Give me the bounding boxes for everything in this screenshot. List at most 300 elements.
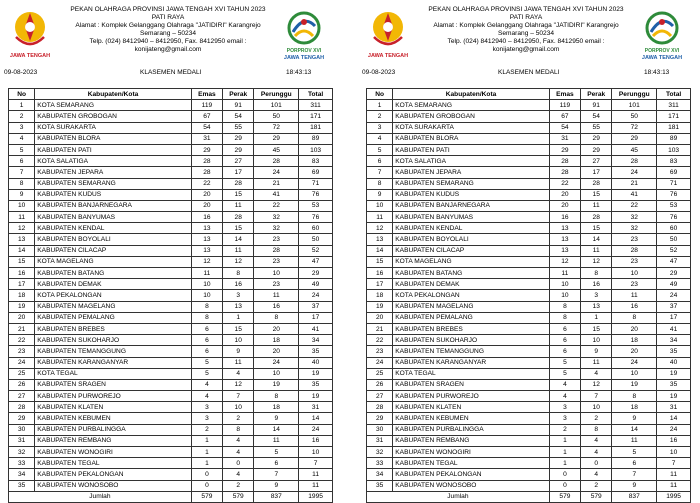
table-row: [9, 144, 333, 155]
address-city: Semarang – 50234: [497, 30, 555, 37]
table-cell: 9: [612, 480, 657, 491]
table-cell: 33: [9, 458, 35, 469]
column-header: Perunggu: [254, 89, 299, 100]
table-cell: 13: [549, 234, 580, 245]
table-cell: 67: [549, 111, 580, 122]
header-text: [416, 6, 636, 54]
table-cell: 8: [223, 268, 254, 279]
table-cell: 16: [367, 268, 393, 279]
table-cell: 12: [223, 379, 254, 390]
table-cell: 29: [223, 133, 254, 144]
table-row: [367, 402, 691, 413]
table-cell: 8: [581, 268, 612, 279]
table-cell: KABUPATEN KUDUS: [35, 189, 192, 200]
table-row: [367, 245, 691, 256]
table-cell: 28: [9, 402, 35, 413]
table-cell: 9: [581, 346, 612, 357]
table-cell: 76: [299, 189, 333, 200]
table-cell: 2: [549, 424, 580, 435]
table-cell: 15: [9, 256, 35, 267]
table-row: [367, 357, 691, 368]
table-cell: 19: [299, 391, 333, 402]
table-cell: 12: [549, 256, 580, 267]
table-cell: 30: [367, 424, 393, 435]
table-cell: KABUPATEN TEGAL: [393, 458, 550, 469]
table-cell: KABUPATEN BOYOLALI: [393, 234, 550, 245]
table-cell: 4: [367, 133, 393, 144]
table-cell: 10: [549, 279, 580, 290]
medal-sheet-left: [0, 0, 350, 501]
table-cell: 32: [612, 212, 657, 223]
table-cell: 11: [299, 480, 333, 491]
table-row: [9, 111, 333, 122]
table-cell: 10: [581, 335, 612, 346]
table-cell: 16: [612, 301, 657, 312]
table-row: [367, 323, 691, 334]
table-cell: 28: [581, 178, 612, 189]
table-cell: KABUPATEN PURBALINGGA: [35, 424, 192, 435]
event-region: PATI RAYA: [509, 14, 543, 21]
table-cell: 23: [612, 234, 657, 245]
table-row: [367, 178, 691, 189]
table-cell: 8: [191, 312, 222, 323]
table-cell: KABUPATEN PURBALINGGA: [393, 424, 550, 435]
report-date: 09-08-2023: [4, 69, 38, 76]
table-row: [367, 167, 691, 178]
medal-table: [8, 88, 333, 503]
table-cell: 8: [549, 301, 580, 312]
table-cell: KABUPATEN REMBANG: [35, 435, 192, 446]
table-cell: KABUPATEN TEMANGGUNG: [35, 346, 192, 357]
total-cell: 1995: [299, 491, 333, 502]
table-row: [367, 122, 691, 133]
total-label: Jumlah: [9, 491, 192, 502]
table-cell: 4: [223, 368, 254, 379]
table-cell: 11: [299, 469, 333, 480]
table-cell: 2: [581, 480, 612, 491]
table-cell: 14: [657, 413, 691, 424]
table-cell: 11: [191, 268, 222, 279]
table-cell: 54: [549, 122, 580, 133]
table-cell: 6: [367, 156, 393, 167]
table-cell: 4: [549, 391, 580, 402]
table-cell: 19: [657, 368, 691, 379]
table-cell: KABUPATEN WONOSOBO: [35, 480, 192, 491]
table-cell: 15: [581, 189, 612, 200]
table-cell: KABUPATEN PURWOREJO: [393, 391, 550, 402]
table-cell: 27: [581, 156, 612, 167]
table-cell: 3: [191, 413, 222, 424]
table-cell: 0: [223, 458, 254, 469]
event-title: PEKAN OLAHRAGA PROVINSI JAWA TENGAH XVI TAHUN 2023: [428, 6, 624, 13]
column-header: Perak: [581, 89, 612, 100]
table-cell: 29: [612, 133, 657, 144]
table-cell: 1: [549, 447, 580, 458]
table-cell: 5: [9, 144, 35, 155]
table-cell: 18: [612, 402, 657, 413]
table-cell: 3: [549, 413, 580, 424]
table-cell: KOTA PEKALONGAN: [35, 290, 192, 301]
table-cell: KABUPATEN WONOGIRI: [35, 447, 192, 458]
total-cell: 1995: [657, 491, 691, 502]
table-cell: 45: [612, 144, 657, 155]
table-cell: 1: [191, 458, 222, 469]
table-cell: 28: [612, 245, 657, 256]
table-cell: 15: [367, 256, 393, 267]
table-cell: 10: [549, 290, 580, 301]
table-cell: 16: [299, 435, 333, 446]
table-cell: 17: [657, 312, 691, 323]
table-cell: 53: [299, 200, 333, 211]
table-cell: 13: [549, 245, 580, 256]
svg-text:JAWA TENGAH: JAWA TENGAH: [641, 55, 683, 61]
document-header: [358, 0, 700, 68]
table-cell: 14: [254, 424, 299, 435]
table-cell: 28: [191, 167, 222, 178]
table-row: [367, 435, 691, 446]
table-row: [9, 368, 333, 379]
table-row: [9, 290, 333, 301]
table-cell: KABUPATEN BATANG: [393, 268, 550, 279]
address-line: Alamat : Komplek Gelanggang Olahraga "JATIDIRI" Karangrejo: [75, 22, 261, 29]
table-cell: 23: [367, 346, 393, 357]
table-cell: 4: [581, 469, 612, 480]
table-row: [9, 480, 333, 491]
report-meta: [0, 69, 350, 77]
table-cell: 20: [254, 323, 299, 334]
table-row: [9, 435, 333, 446]
porprov-logo: [277, 8, 331, 66]
table-cell: 9: [254, 480, 299, 491]
table-cell: 32: [367, 447, 393, 458]
table-cell: KABUPATEN KENDAL: [35, 223, 192, 234]
table-row: [9, 200, 333, 211]
table-cell: 23: [612, 279, 657, 290]
table-cell: 11: [612, 290, 657, 301]
table-header-row: [9, 89, 333, 100]
table-cell: 12: [581, 379, 612, 390]
column-header: Kabupaten/Kota: [393, 89, 550, 100]
table-cell: 10: [657, 447, 691, 458]
total-cell: 837: [254, 491, 299, 502]
table-cell: 13: [191, 245, 222, 256]
table-cell: 19: [254, 379, 299, 390]
table-row: [367, 234, 691, 245]
table-cell: 12: [191, 256, 222, 267]
table-cell: 10: [191, 279, 222, 290]
table-cell: KABUPATEN JEPARA: [393, 167, 550, 178]
table-cell: 29: [549, 144, 580, 155]
table-row: [367, 133, 691, 144]
table-cell: 17: [581, 167, 612, 178]
table-cell: 54: [191, 122, 222, 133]
table-cell: 6: [549, 346, 580, 357]
table-cell: 22: [9, 335, 35, 346]
table-cell: 89: [657, 133, 691, 144]
table-row: [367, 256, 691, 267]
table-cell: 1: [191, 447, 222, 458]
table-cell: 34: [9, 469, 35, 480]
table-cell: 5: [254, 447, 299, 458]
total-cell: 837: [612, 491, 657, 502]
table-cell: 20: [549, 200, 580, 211]
table-cell: 15: [223, 323, 254, 334]
table-cell: 101: [612, 100, 657, 111]
table-cell: 15: [581, 223, 612, 234]
table-cell: 28: [549, 156, 580, 167]
table-cell: 4: [581, 435, 612, 446]
table-cell: 21: [367, 323, 393, 334]
table-cell: KOTA TEGAL: [35, 368, 192, 379]
table-cell: 32: [254, 223, 299, 234]
table-cell: 10: [9, 200, 35, 211]
table-cell: 24: [612, 357, 657, 368]
table-cell: 8: [191, 301, 222, 312]
table-cell: 71: [299, 178, 333, 189]
table-cell: 17: [223, 167, 254, 178]
table-cell: 103: [657, 144, 691, 155]
table-cell: KABUPATEN PATI: [35, 144, 192, 155]
table-cell: 45: [254, 144, 299, 155]
table-cell: 29: [191, 144, 222, 155]
table-cell: 60: [299, 223, 333, 234]
table-cell: 14: [223, 234, 254, 245]
table-row: [367, 335, 691, 346]
table-cell: 55: [223, 122, 254, 133]
table-cell: 24: [367, 357, 393, 368]
table-cell: 16: [581, 279, 612, 290]
table-row: [367, 480, 691, 491]
table-cell: 3: [581, 290, 612, 301]
table-cell: 5: [367, 144, 393, 155]
table-cell: 71: [657, 178, 691, 189]
table-row: [9, 156, 333, 167]
table-cell: 35: [657, 379, 691, 390]
table-cell: 49: [299, 279, 333, 290]
table-cell: 6: [191, 323, 222, 334]
table-cell: 0: [581, 458, 612, 469]
table-cell: 119: [549, 100, 580, 111]
table-cell: KOTA MAGELANG: [393, 256, 550, 267]
table-cell: 25: [9, 368, 35, 379]
table-cell: 1: [9, 100, 35, 111]
table-cell: 16: [223, 279, 254, 290]
table-cell: 69: [299, 167, 333, 178]
table-cell: 10: [612, 368, 657, 379]
table-cell: 311: [657, 100, 691, 111]
table-cell: 1: [191, 435, 222, 446]
table-cell: 23: [612, 256, 657, 267]
email-line: konijateng@gmail.com: [134, 46, 202, 53]
table-cell: 12: [223, 256, 254, 267]
table-row: [9, 122, 333, 133]
table-cell: 34: [367, 469, 393, 480]
table-cell: 7: [254, 469, 299, 480]
table-cell: 5: [549, 368, 580, 379]
table-cell: KABUPATEN GROBOGAN: [35, 111, 192, 122]
medal-sheet-right: [358, 0, 700, 501]
table-cell: 7: [9, 167, 35, 178]
table-cell: 16: [9, 268, 35, 279]
table-cell: 24: [254, 357, 299, 368]
table-cell: KABUPATEN PURWOREJO: [35, 391, 192, 402]
table-cell: 30: [9, 424, 35, 435]
table-cell: 8: [223, 424, 254, 435]
table-cell: 24: [657, 424, 691, 435]
table-cell: 35: [367, 480, 393, 491]
table-cell: 27: [367, 391, 393, 402]
table-cell: 24: [299, 424, 333, 435]
column-header: No: [9, 89, 35, 100]
table-cell: KOTA MAGELANG: [35, 256, 192, 267]
table-cell: 32: [9, 447, 35, 458]
table-cell: 23: [254, 234, 299, 245]
table-cell: 18: [254, 402, 299, 413]
table-cell: KABUPATEN REMBANG: [393, 435, 550, 446]
table-cell: 11: [367, 212, 393, 223]
table-cell: 8: [612, 312, 657, 323]
table-cell: 3: [9, 122, 35, 133]
table-row: [367, 301, 691, 312]
table-cell: 7: [581, 391, 612, 402]
table-cell: 19: [9, 301, 35, 312]
table-cell: KOTA PEKALONGAN: [393, 290, 550, 301]
table-row: [9, 189, 333, 200]
total-row: [367, 491, 691, 502]
table-cell: 101: [254, 100, 299, 111]
table-cell: KOTA SURAKARTA: [393, 122, 550, 133]
total-cell: 579: [549, 491, 580, 502]
table-cell: KABUPATEN PEKALONGAN: [35, 469, 192, 480]
table-cell: 72: [612, 122, 657, 133]
table-cell: 9: [9, 189, 35, 200]
table-cell: KABUPATEN BOYOLALI: [35, 234, 192, 245]
table-cell: 10: [191, 290, 222, 301]
table-cell: KABUPATEN SUKOHARJO: [393, 335, 550, 346]
table-cell: 14: [581, 234, 612, 245]
table-cell: KOTA TEGAL: [393, 368, 550, 379]
table-row: [9, 402, 333, 413]
table-cell: KABUPATEN CILACAP: [393, 245, 550, 256]
table-cell: 11: [223, 200, 254, 211]
table-cell: 20: [367, 312, 393, 323]
table-cell: 28: [612, 156, 657, 167]
table-cell: 28: [223, 178, 254, 189]
table-cell: 14: [299, 413, 333, 424]
table-row: [367, 447, 691, 458]
table-cell: 6: [549, 335, 580, 346]
table-cell: 12: [367, 223, 393, 234]
table-cell: 6: [612, 458, 657, 469]
event-region: PATI RAYA: [151, 14, 185, 21]
report-title: KLASEMEN MEDALI: [140, 69, 202, 76]
table-cell: 20: [254, 346, 299, 357]
table-cell: KABUPATEN KENDAL: [393, 223, 550, 234]
table-cell: 11: [254, 435, 299, 446]
table-cell: 18: [254, 335, 299, 346]
medal-table: [366, 88, 691, 503]
table-cell: 22: [254, 200, 299, 211]
table-row: [367, 279, 691, 290]
document-header: [0, 0, 350, 68]
table-cell: KABUPATEN MAGELANG: [393, 301, 550, 312]
table-row: [367, 100, 691, 111]
table-cell: 4: [191, 379, 222, 390]
table-cell: 10: [299, 447, 333, 458]
table-row: [9, 413, 333, 424]
table-row: [9, 469, 333, 480]
table-cell: 20: [191, 200, 222, 211]
table-cell: 14: [9, 245, 35, 256]
table-cell: 11: [581, 200, 612, 211]
table-cell: 37: [299, 301, 333, 312]
total-cell: 579: [223, 491, 254, 502]
total-cell: 579: [191, 491, 222, 502]
table-cell: 1: [581, 312, 612, 323]
table-cell: 13: [367, 234, 393, 245]
table-row: [9, 312, 333, 323]
table-cell: 11: [223, 357, 254, 368]
table-cell: KABUPATEN BREBES: [393, 323, 550, 334]
table-cell: 8: [549, 312, 580, 323]
table-cell: 20: [549, 189, 580, 200]
table-cell: 9: [223, 346, 254, 357]
table-cell: KABUPATEN DEMAK: [393, 279, 550, 290]
table-cell: 69: [657, 167, 691, 178]
table-cell: 7: [367, 167, 393, 178]
table-cell: 21: [254, 178, 299, 189]
table-cell: 14: [367, 245, 393, 256]
table-cell: 13: [9, 234, 35, 245]
phone-line: Telp. (024) 8412940 – 8412950, Fax. 8412950 email :: [447, 38, 605, 45]
table-row: [9, 379, 333, 390]
table-cell: 29: [223, 144, 254, 155]
table-cell: 54: [223, 111, 254, 122]
table-cell: KABUPATEN BLORA: [35, 133, 192, 144]
table-cell: KABUPATEN TEGAL: [35, 458, 192, 469]
table-cell: 6: [9, 156, 35, 167]
table-row: [9, 234, 333, 245]
table-cell: 15: [223, 189, 254, 200]
table-row: [367, 346, 691, 357]
table-cell: KABUPATEN BREBES: [35, 323, 192, 334]
table-cell: 41: [299, 323, 333, 334]
table-row: [367, 312, 691, 323]
table-cell: 28: [223, 212, 254, 223]
table-cell: 24: [254, 167, 299, 178]
address-city: Semarang – 50234: [139, 30, 197, 37]
table-cell: KABUPATEN BATANG: [35, 268, 192, 279]
table-cell: 13: [549, 223, 580, 234]
table-cell: 2: [367, 111, 393, 122]
table-cell: 22: [191, 178, 222, 189]
column-header: Perunggu: [612, 89, 657, 100]
table-cell: 28: [191, 156, 222, 167]
table-cell: KABUPATEN BANJARNEGARA: [393, 200, 550, 211]
table-cell: 0: [549, 469, 580, 480]
table-row: [367, 111, 691, 122]
table-cell: KOTA SURAKARTA: [35, 122, 192, 133]
table-cell: 53: [657, 200, 691, 211]
table-cell: 25: [367, 368, 393, 379]
table-cell: 20: [612, 346, 657, 357]
table-cell: 24: [657, 290, 691, 301]
table-cell: 9: [254, 413, 299, 424]
table-row: [9, 256, 333, 267]
table-cell: 7: [299, 458, 333, 469]
table-cell: 4: [223, 469, 254, 480]
table-cell: 11: [223, 245, 254, 256]
